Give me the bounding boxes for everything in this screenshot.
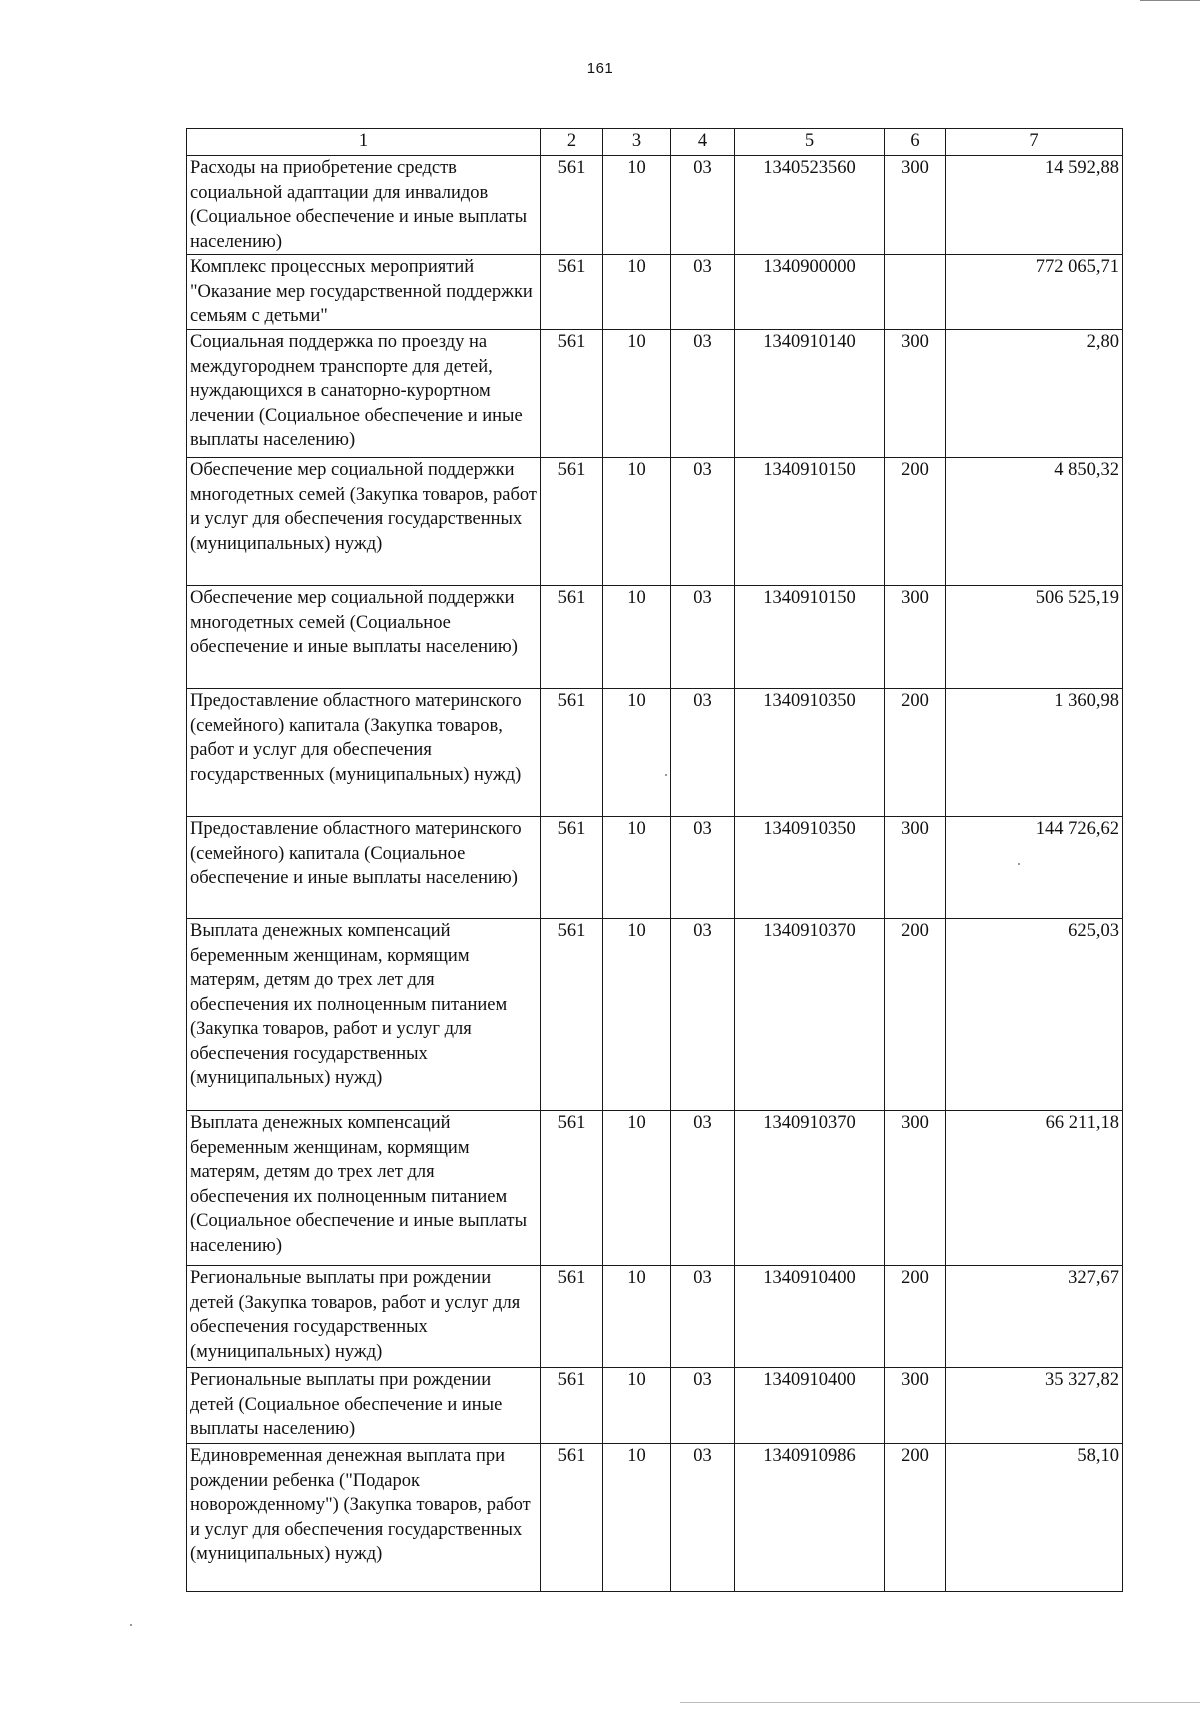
row-target-code: 1340910150: [735, 586, 885, 689]
row-ministry-code: 561: [541, 1111, 603, 1266]
row-name: Обеспечение мер социальной поддержки многодетных семей (Социальное обеспечение и иные выплаты населению): [187, 586, 541, 689]
budget-table: [186, 128, 1123, 1592]
row-section-code: 10: [603, 586, 671, 689]
row-ministry-code: 561: [541, 1444, 603, 1592]
row-ministry-code: 561: [541, 817, 603, 919]
row-amount: 2,80: [946, 330, 1123, 458]
row-subsection-code: 03: [671, 919, 735, 1111]
row-ministry-code: 561: [541, 458, 603, 586]
header-row: [187, 129, 1123, 156]
row-name: Комплекс процессных мероприятий "Оказание мер государственной поддержки семьям с детьми": [187, 255, 541, 330]
row-section-code: 10: [603, 689, 671, 817]
row-amount: 625,03: [946, 919, 1123, 1111]
row-subsection-code: 03: [671, 586, 735, 689]
table-row: [187, 255, 1123, 330]
row-name: Выплата денежных компенсаций беременным женщинам, кормящим матерям, детям до трех лет для обеспечения их полноценным питанием (Закупка товаров, работ и услуг для обеспечения государственных (муниципальных) нужд): [187, 919, 541, 1111]
row-amount: 506 525,19: [946, 586, 1123, 689]
row-expense-type: 300: [885, 1111, 946, 1266]
row-ministry-code: 561: [541, 255, 603, 330]
row-ministry-code: 561: [541, 156, 603, 255]
row-name: Региональные выплаты при рождении детей (Социальное обеспечение и иные выплаты населению): [187, 1368, 541, 1444]
row-name: Социальная поддержка по проезду на междугороднем транспорте для детей, нуждающихся в санаторно-курортном лечении (Социальное обеспечение и иные выплаты населению): [187, 330, 541, 458]
row-expense-type: 200: [885, 458, 946, 586]
table-row: [187, 156, 1123, 255]
row-ministry-code: 561: [541, 586, 603, 689]
table-row: [187, 586, 1123, 689]
row-section-code: 10: [603, 255, 671, 330]
row-subsection-code: 03: [671, 458, 735, 586]
row-target-code: 1340910350: [735, 817, 885, 919]
row-name: Предоставление областного материнского (семейного) капитала (Закупка товаров, работ и услуг для обеспечения государственных (муниципальных) нужд): [187, 689, 541, 817]
table-row: [187, 1266, 1123, 1368]
header-col-5: 5: [735, 129, 885, 156]
table-row: [187, 1368, 1123, 1444]
row-name: Единовременная денежная выплата при рождении ребенка ("Подарок новорожденному") (Закупка товаров, работ и услуг для обеспечения государственных (муниципальных) нужд): [187, 1444, 541, 1592]
header-col-2: 2: [541, 129, 603, 156]
row-target-code: 1340910140: [735, 330, 885, 458]
row-subsection-code: 03: [671, 1444, 735, 1592]
header-col-1: 1: [187, 129, 541, 156]
row-target-code: 1340523560: [735, 156, 885, 255]
row-amount: 1 360,98: [946, 689, 1123, 817]
table-row: [187, 458, 1123, 586]
table-row: [187, 330, 1123, 458]
row-section-code: 10: [603, 458, 671, 586]
row-expense-type: 300: [885, 156, 946, 255]
row-expense-type: 200: [885, 689, 946, 817]
row-section-code: 10: [603, 1444, 671, 1592]
row-amount: 14 592,88: [946, 156, 1123, 255]
row-expense-type: 300: [885, 1368, 946, 1444]
scan-speck: [130, 1624, 132, 1626]
table-body: [187, 156, 1123, 1592]
row-amount: 35 327,82: [946, 1368, 1123, 1444]
row-section-code: 10: [603, 1111, 671, 1266]
row-ministry-code: 561: [541, 919, 603, 1111]
row-target-code: 1340910986: [735, 1444, 885, 1592]
row-subsection-code: 03: [671, 1111, 735, 1266]
row-amount: 144 726,62: [946, 817, 1123, 919]
row-target-code: 1340910370: [735, 1111, 885, 1266]
header-col-3: 3: [603, 129, 671, 156]
row-subsection-code: 03: [671, 156, 735, 255]
row-target-code: 1340910400: [735, 1368, 885, 1444]
row-expense-type: 300: [885, 586, 946, 689]
row-subsection-code: 03: [671, 817, 735, 919]
row-subsection-code: 03: [671, 1368, 735, 1444]
row-target-code: 1340910370: [735, 919, 885, 1111]
row-section-code: 10: [603, 817, 671, 919]
row-target-code: 1340910150: [735, 458, 885, 586]
row-subsection-code: 03: [671, 255, 735, 330]
header-col-6: 6: [885, 129, 946, 156]
table-row: [187, 689, 1123, 817]
header-col-4: 4: [671, 129, 735, 156]
table-row: [187, 919, 1123, 1111]
row-expense-type: [885, 255, 946, 330]
table-row: [187, 817, 1123, 919]
row-section-code: 10: [603, 1266, 671, 1368]
scan-edge-bottom: [680, 1702, 1200, 1703]
row-expense-type: 300: [885, 817, 946, 919]
row-subsection-code: 03: [671, 1266, 735, 1368]
scan-speck: [665, 774, 667, 776]
page-number: 161: [586, 60, 614, 77]
row-ministry-code: 561: [541, 330, 603, 458]
row-expense-type: 200: [885, 1444, 946, 1592]
row-target-code: 1340900000: [735, 255, 885, 330]
row-target-code: 1340910400: [735, 1266, 885, 1368]
row-amount: 58,10: [946, 1444, 1123, 1592]
row-name: Выплата денежных компенсаций беременным женщинам, кормящим матерям, детям до трех лет для обеспечения их полноценным питанием (Социальное обеспечение и иные выплаты населению): [187, 1111, 541, 1266]
table-row: [187, 1111, 1123, 1266]
scan-speck: [1018, 863, 1020, 865]
row-section-code: 10: [603, 330, 671, 458]
row-target-code: 1340910350: [735, 689, 885, 817]
row-amount: 66 211,18: [946, 1111, 1123, 1266]
scan-edge-top: [1140, 0, 1200, 1]
row-name: Предоставление областного материнского (семейного) капитала (Социальное обеспечение и иные выплаты населению): [187, 817, 541, 919]
row-section-code: 10: [603, 1368, 671, 1444]
row-name: Региональные выплаты при рождении детей (Закупка товаров, работ и услуг для обеспечения государственных (муниципальных) нужд): [187, 1266, 541, 1368]
table-header: [187, 129, 1123, 156]
row-expense-type: 200: [885, 1266, 946, 1368]
row-section-code: 10: [603, 919, 671, 1111]
row-ministry-code: 561: [541, 1368, 603, 1444]
row-ministry-code: 561: [541, 689, 603, 817]
row-amount: 327,67: [946, 1266, 1123, 1368]
table-row: [187, 1444, 1123, 1592]
row-amount: 772 065,71: [946, 255, 1123, 330]
header-col-7: 7: [946, 129, 1123, 156]
row-ministry-code: 561: [541, 1266, 603, 1368]
row-amount: 4 850,32: [946, 458, 1123, 586]
row-name: Обеспечение мер социальной поддержки многодетных семей (Закупка товаров, работ и услуг для обеспечения государственных (муниципальных) нужд): [187, 458, 541, 586]
row-expense-type: 200: [885, 919, 946, 1111]
row-subsection-code: 03: [671, 330, 735, 458]
row-subsection-code: 03: [671, 689, 735, 817]
row-name: Расходы на приобретение средств социальной адаптации для инвалидов (Социальное обеспечение и иные выплаты населению): [187, 156, 541, 255]
row-section-code: 10: [603, 156, 671, 255]
row-expense-type: 300: [885, 330, 946, 458]
